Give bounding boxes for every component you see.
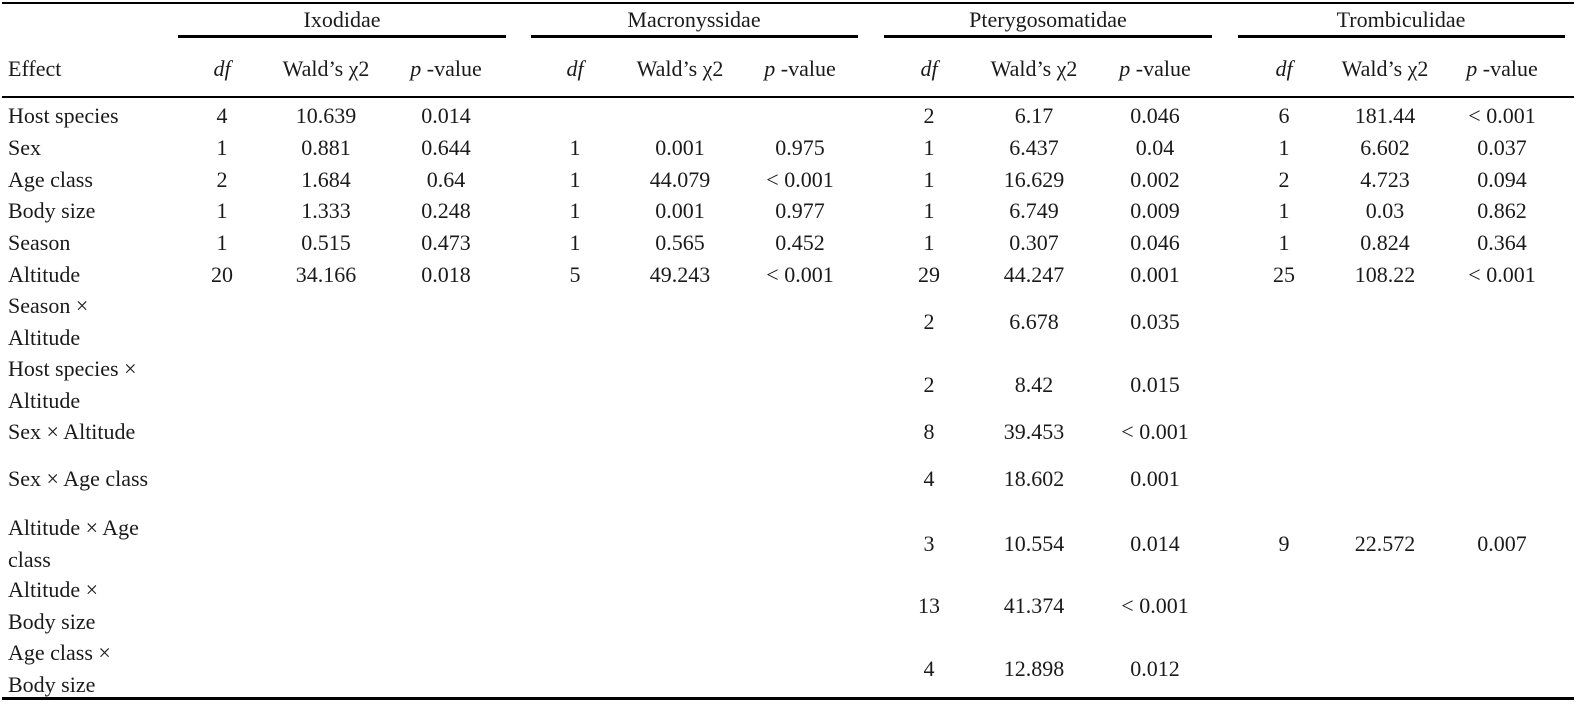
wald-chi2-cell: 44.079 bbox=[649, 167, 711, 192]
df-cell: 3 bbox=[923, 531, 935, 556]
group-header-1: Ixodidae bbox=[303, 7, 381, 32]
p-value-header-3 bbox=[1119, 53, 1190, 84]
df-cell: 4 bbox=[923, 656, 935, 681]
p-value-cell: 0.046 bbox=[1130, 230, 1180, 255]
wald-chi2-cell: 34.166 bbox=[295, 262, 357, 287]
df-cell: 1 bbox=[1278, 198, 1290, 223]
effect-label: Altitude × Age bbox=[8, 515, 139, 540]
df-cell: 1 bbox=[569, 198, 581, 223]
table-bottom-rule bbox=[2, 697, 1574, 700]
df-header-3: df bbox=[920, 56, 938, 81]
effect-label: Body size bbox=[8, 198, 96, 223]
p-value-cell: 0.977 bbox=[775, 198, 825, 223]
df-cell: 25 bbox=[1273, 262, 1295, 287]
effect-label: Altitude bbox=[8, 325, 81, 350]
wald-chi2-cell: 0.515 bbox=[301, 230, 351, 255]
df-header-1: df bbox=[213, 56, 231, 81]
p-value-cell: 0.046 bbox=[1130, 103, 1180, 128]
effect-label: Sex × Altitude bbox=[8, 419, 136, 444]
p-value-cell: 0.007 bbox=[1477, 531, 1527, 556]
effect-label: Body size bbox=[8, 609, 96, 634]
p-value-cell: 0.015 bbox=[1130, 372, 1180, 397]
group-rule-3 bbox=[884, 35, 1212, 38]
effect-header: Effect bbox=[8, 56, 62, 81]
wald-chi2-cell: 0.307 bbox=[1009, 230, 1059, 255]
p-symbol: p bbox=[1466, 56, 1478, 81]
df-cell: 1 bbox=[569, 135, 581, 160]
wald-header-4: Wald’s χ2 bbox=[1341, 56, 1429, 81]
effect-label: Sex × Age class bbox=[8, 466, 149, 491]
p-value-cell: 0.862 bbox=[1477, 198, 1527, 223]
df-cell: 6 bbox=[1278, 103, 1290, 128]
df-cell: 1 bbox=[1278, 230, 1290, 255]
group-header-4: Trombiculidae bbox=[1336, 7, 1466, 32]
effect-label: Age class bbox=[8, 167, 93, 192]
header-bottom-rule bbox=[2, 96, 1574, 98]
p-value-suffix: -value bbox=[1130, 56, 1191, 81]
p-symbol: p bbox=[1119, 56, 1131, 81]
group-header-2: Macronyssidae bbox=[627, 7, 761, 32]
p-value-cell: 0.644 bbox=[421, 135, 471, 160]
p-value-cell: 0.014 bbox=[421, 103, 471, 128]
df-cell: 2 bbox=[923, 372, 935, 397]
df-cell: 1 bbox=[923, 230, 935, 255]
p-value-cell: < 0.001 bbox=[1121, 593, 1189, 618]
wald-chi2-cell: 0.001 bbox=[655, 198, 705, 223]
p-value-cell: 0.04 bbox=[1135, 135, 1175, 160]
wald-chi2-cell: 39.453 bbox=[1003, 419, 1065, 444]
wald-chi2-cell: 41.374 bbox=[1003, 593, 1065, 618]
effect-label: Altitude bbox=[8, 262, 81, 287]
p-value-cell: 0.64 bbox=[426, 167, 466, 192]
wald-chi2-cell: 49.243 bbox=[649, 262, 711, 287]
p-value-cell: < 0.001 bbox=[1468, 103, 1536, 128]
df-cell: 2 bbox=[923, 309, 935, 334]
df-cell: 4 bbox=[923, 466, 935, 491]
p-value-suffix: -value bbox=[421, 56, 482, 81]
p-value-cell: 0.009 bbox=[1130, 198, 1180, 223]
p-value-suffix: -value bbox=[1477, 56, 1538, 81]
df-header-4: df bbox=[1275, 56, 1293, 81]
wald-chi2-cell: 108.22 bbox=[1354, 262, 1416, 287]
wald-chi2-cell: 10.639 bbox=[295, 103, 357, 128]
wald-chi2-cell: 44.247 bbox=[1003, 262, 1065, 287]
df-cell: 9 bbox=[1278, 531, 1290, 556]
effect-label: Host species × bbox=[8, 356, 137, 381]
p-value-cell: 0.037 bbox=[1477, 135, 1527, 160]
wald-chi2-cell: 16.629 bbox=[1003, 167, 1065, 192]
effect-label: Altitude × bbox=[8, 577, 99, 602]
df-cell: 2 bbox=[1278, 167, 1290, 192]
p-value-cell: 0.035 bbox=[1130, 309, 1180, 334]
wald-header-3: Wald’s χ2 bbox=[990, 56, 1078, 81]
p-value-cell: 0.001 bbox=[1130, 466, 1180, 491]
p-value-cell: < 0.001 bbox=[1468, 262, 1536, 287]
effect-label: class bbox=[8, 547, 51, 572]
p-symbol: p bbox=[410, 56, 422, 81]
p-value-suffix: -value bbox=[775, 56, 836, 81]
df-cell: 1 bbox=[923, 198, 935, 223]
df-cell: 8 bbox=[923, 419, 935, 444]
effect-label: Age class × bbox=[8, 640, 111, 665]
wald-chi2-cell: 0.03 bbox=[1365, 198, 1405, 223]
wald-chi2-cell: 0.001 bbox=[655, 135, 705, 160]
wald-chi2-cell: 10.554 bbox=[1003, 531, 1065, 556]
wald-chi2-cell: 181.44 bbox=[1354, 103, 1416, 128]
df-cell: 29 bbox=[918, 262, 940, 287]
df-cell: 1 bbox=[216, 198, 228, 223]
group-header-3: Pterygosomatidae bbox=[969, 7, 1127, 32]
wald-chi2-cell: 8.42 bbox=[1014, 372, 1054, 397]
effect-label: Altitude bbox=[8, 388, 81, 413]
wald-chi2-cell: 0.824 bbox=[1360, 230, 1410, 255]
effect-label: Host species bbox=[8, 103, 119, 128]
effect-label: Season bbox=[8, 230, 71, 255]
p-value-header-2 bbox=[764, 53, 835, 84]
p-value-cell: < 0.001 bbox=[766, 262, 834, 287]
effect-label: Body size bbox=[8, 672, 96, 697]
wald-header-2: Wald’s χ2 bbox=[636, 56, 724, 81]
df-cell: 20 bbox=[211, 262, 233, 287]
df-cell: 1 bbox=[216, 135, 228, 160]
p-value-cell: 0.094 bbox=[1477, 167, 1527, 192]
group-rule-4 bbox=[1238, 35, 1565, 38]
df-header-2: df bbox=[566, 56, 584, 81]
df-cell: 1 bbox=[923, 135, 935, 160]
df-cell: 2 bbox=[216, 167, 228, 192]
p-value-header-1 bbox=[410, 53, 481, 84]
df-cell: 1 bbox=[923, 167, 935, 192]
wald-chi2-cell: 18.602 bbox=[1003, 466, 1065, 491]
wald-chi2-cell: 6.437 bbox=[1009, 135, 1059, 160]
p-value-cell: 0.001 bbox=[1130, 262, 1180, 287]
wald-chi2-cell: 0.881 bbox=[301, 135, 351, 160]
p-value-cell: 0.012 bbox=[1130, 656, 1180, 681]
df-cell: 2 bbox=[923, 103, 935, 128]
wald-header-1: Wald’s χ2 bbox=[282, 56, 370, 81]
p-value-cell: 0.473 bbox=[421, 230, 471, 255]
p-value-header-4 bbox=[1466, 53, 1537, 84]
wald-chi2-cell: 0.565 bbox=[655, 230, 705, 255]
group-rule-1 bbox=[178, 35, 506, 38]
wald-chi2-cell: 6.602 bbox=[1360, 135, 1410, 160]
wald-chi2-cell: 1.333 bbox=[301, 198, 351, 223]
wald-chi2-cell: 12.898 bbox=[1003, 656, 1065, 681]
wald-chi2-cell: 6.17 bbox=[1014, 103, 1054, 128]
df-cell: 1 bbox=[569, 167, 581, 192]
wald-chi2-cell: 6.678 bbox=[1009, 309, 1059, 334]
df-cell: 1 bbox=[569, 230, 581, 255]
wald-chi2-cell: 4.723 bbox=[1360, 167, 1410, 192]
p-value-cell: 0.248 bbox=[421, 198, 471, 223]
df-cell: 5 bbox=[569, 262, 581, 287]
df-cell: 1 bbox=[1278, 135, 1290, 160]
wald-chi2-cell: 1.684 bbox=[301, 167, 351, 192]
p-value-cell: 0.975 bbox=[775, 135, 825, 160]
p-value-cell: 0.452 bbox=[775, 230, 825, 255]
p-value-cell: 0.364 bbox=[1477, 230, 1527, 255]
p-value-cell: 0.002 bbox=[1130, 167, 1180, 192]
p-value-cell: < 0.001 bbox=[1121, 419, 1189, 444]
group-rule-2 bbox=[531, 35, 858, 38]
p-symbol: p bbox=[764, 56, 776, 81]
df-cell: 1 bbox=[216, 230, 228, 255]
wald-chi2-cell: 6.749 bbox=[1009, 198, 1059, 223]
p-value-cell: 0.014 bbox=[1130, 531, 1180, 556]
p-value-cell: 0.018 bbox=[421, 262, 471, 287]
effect-label: Season × bbox=[8, 293, 89, 318]
effect-label: Sex bbox=[8, 135, 41, 160]
df-cell: 13 bbox=[918, 593, 940, 618]
df-cell: 4 bbox=[216, 103, 228, 128]
wald-chi2-cell: 22.572 bbox=[1354, 531, 1416, 556]
p-value-cell: < 0.001 bbox=[766, 167, 834, 192]
